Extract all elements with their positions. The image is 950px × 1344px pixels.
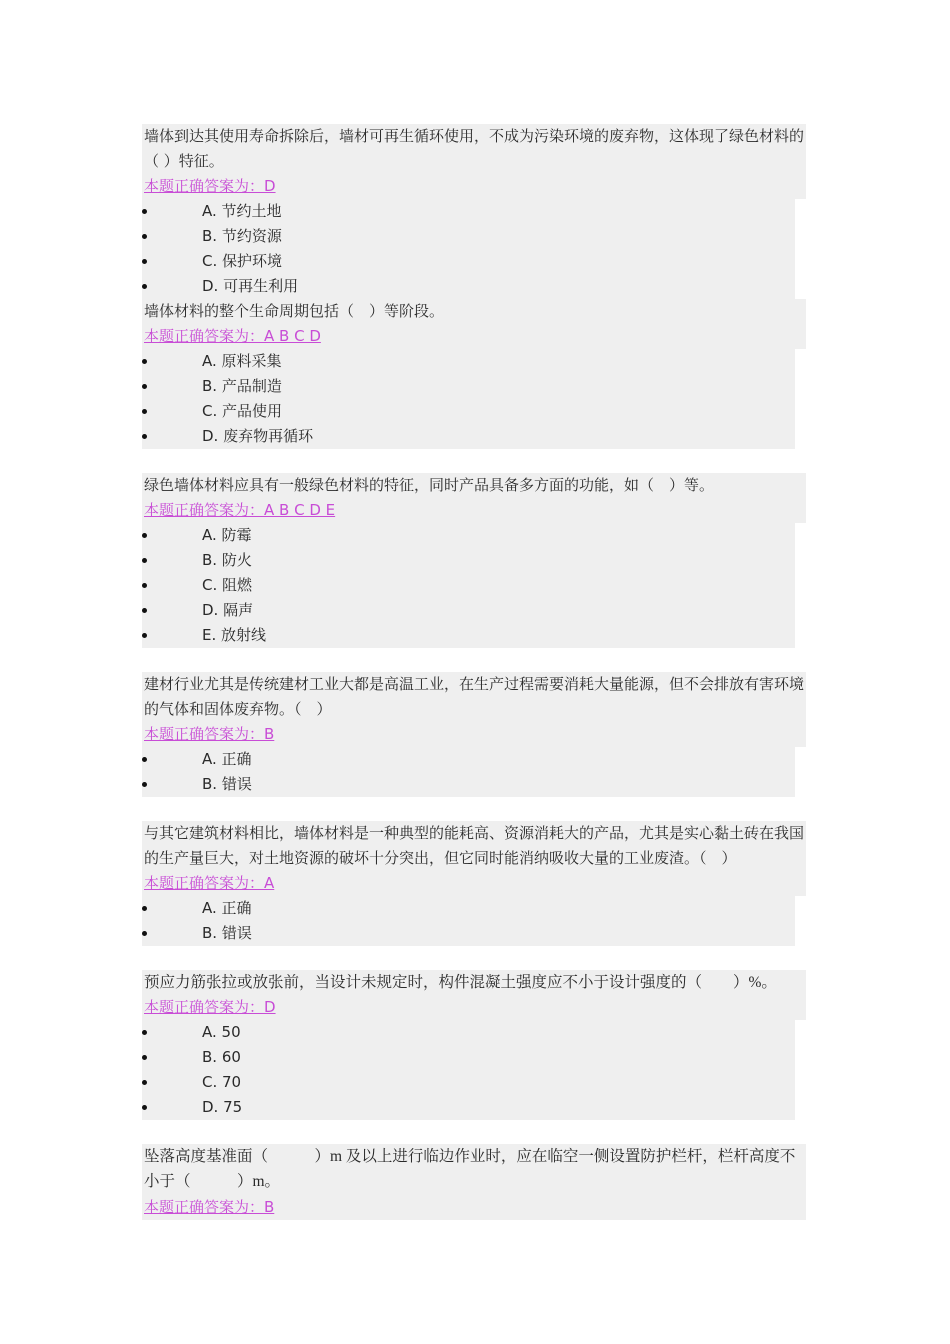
bullet-icon	[142, 533, 147, 538]
answer-link[interactable]: 本题正确答案为：D	[144, 998, 276, 1016]
correct-answer	[142, 722, 806, 747]
option-item[interactable]: A. 节约土地	[142, 199, 795, 224]
question-text: 坠落高度基准面（ ）m 及以上进行临边作业时，应在临空一侧设置防护栏杆，栏杆高度不小于（ ）m。	[142, 1144, 806, 1196]
option-item[interactable]: B. 错误	[142, 921, 795, 946]
question-text: 与其它建筑材料相比，墙体材料是一种典型的能耗高、资源消耗大的产品，尤其是实心黏土砖在我国的生产量巨大，对土地资源的破坏十分突出，但它同时能消纳吸收大量的工业废渣。（ ）	[142, 821, 806, 871]
option-item[interactable]: A. 50	[142, 1020, 795, 1045]
bullet-icon	[142, 409, 147, 414]
bullet-icon	[142, 757, 147, 762]
options-list	[142, 523, 795, 648]
options-list	[142, 896, 795, 946]
option-item[interactable]: B. 60	[142, 1045, 795, 1070]
bullet-icon	[142, 259, 147, 264]
bullet-icon	[142, 234, 147, 239]
bullet-icon	[142, 633, 147, 638]
option-item[interactable]: D. 隔声	[142, 598, 795, 623]
option-item[interactable]: A. 正确	[142, 896, 795, 921]
answer-link[interactable]: 本题正确答案为：A B C D E	[144, 501, 336, 519]
bullet-icon	[142, 931, 147, 936]
correct-answer	[142, 498, 806, 523]
question-text: 绿色墙体材料应具有一般绿色材料的特征，同时产品具备多方面的功能，如（ ）等。	[142, 473, 806, 498]
options-list	[142, 349, 795, 449]
bullet-icon	[142, 1080, 147, 1085]
answer-link[interactable]: 本题正确答案为：D	[144, 177, 276, 195]
correct-answer	[142, 174, 806, 199]
options-list	[142, 747, 795, 797]
option-item[interactable]: D. 75	[142, 1095, 795, 1120]
option-item[interactable]: B. 节约资源	[142, 224, 795, 249]
bullet-icon	[142, 558, 147, 563]
bullet-icon	[142, 906, 147, 911]
options-list	[142, 199, 795, 299]
question-text: 墙体材料的整个生命周期包括（ ）等阶段。	[142, 299, 806, 324]
option-item[interactable]: C. 保护环境	[142, 249, 795, 274]
option-item[interactable]: C. 70	[142, 1070, 795, 1095]
options-list	[142, 1020, 795, 1120]
question-text: 预应力筋张拉或放张前，当设计未规定时，构件混凝土强度应不小于设计强度的（ ）%。	[142, 970, 806, 995]
option-item[interactable]: D. 可再生利用	[142, 274, 795, 299]
answer-link[interactable]: 本题正确答案为：B	[144, 725, 275, 743]
answer-link[interactable]: 本题正确答案为：A	[144, 874, 275, 892]
bullet-icon	[142, 209, 147, 214]
correct-answer	[142, 871, 806, 896]
bullet-icon	[142, 1030, 147, 1035]
option-item[interactable]: B. 防火	[142, 548, 795, 573]
option-item[interactable]: A. 原料采集	[142, 349, 795, 374]
option-item[interactable]: A. 防霉	[142, 523, 795, 548]
bullet-icon	[142, 782, 147, 787]
bullet-icon	[142, 1055, 147, 1060]
option-item[interactable]: D. 废弃物再循环	[142, 424, 795, 449]
bullet-icon	[142, 384, 147, 389]
answer-link[interactable]: 本题正确答案为：A B C D	[144, 327, 321, 345]
bullet-icon	[142, 608, 147, 613]
option-item[interactable]: B. 错误	[142, 772, 795, 797]
option-item[interactable]: C. 产品使用	[142, 399, 795, 424]
option-item[interactable]: C. 阻燃	[142, 573, 795, 598]
bullet-icon	[142, 359, 147, 364]
bullet-icon	[142, 1105, 147, 1110]
correct-answer	[142, 324, 806, 349]
answer-link[interactable]: 本题正确答案为：B	[144, 1198, 275, 1216]
bullet-icon	[142, 284, 147, 289]
correct-answer	[142, 1195, 806, 1220]
bullet-icon	[142, 583, 147, 588]
question-text: 墙体到达其使用寿命拆除后，墙材可再生循环使用，不成为污染环境的废弃物，这体现了绿色材料的（ ）特征。	[142, 124, 806, 174]
option-item[interactable]: B. 产品制造	[142, 374, 795, 399]
question-text: 建材行业尤其是传统建材工业大都是高温工业，在生产过程需要消耗大量能源，但不会排放有害环境的气体和固体废弃物。（ ）	[142, 672, 806, 722]
bullet-icon	[142, 434, 147, 439]
option-item[interactable]: E. 放射线	[142, 623, 795, 648]
option-item[interactable]: A. 正确	[142, 747, 795, 772]
correct-answer	[142, 995, 806, 1020]
